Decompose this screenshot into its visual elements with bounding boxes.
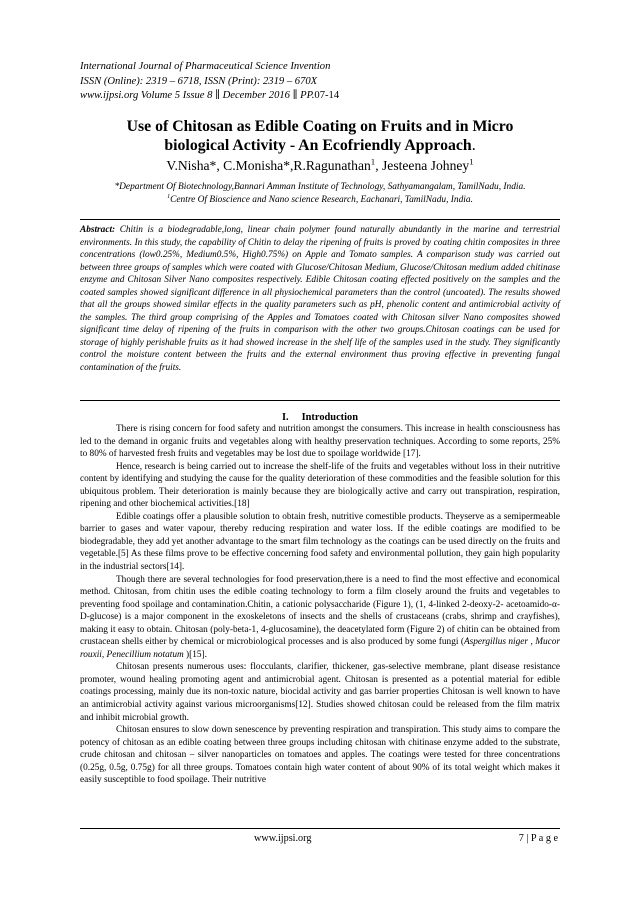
paragraph-6: Chitosan ensures to slow down senescence by preventing respiration and transpiration. This study aims to compare the potency of chitosan as an edible coating between three groups including chitosan with chitinase enzyme added to the substrate, crude chitosan and chitosan – silver nanoparticles on tomatoes and apples. The coatings were tested for three concentrations (0.25g, 0.5g, 0.75g) for all three groups. Tomatoes contain high water content of about 90% of its total weight which makes it easily susceptible to food spoilage. Their nutritive [80, 725, 560, 786]
affiliations [70, 181, 570, 207]
affiliation-1: *Department Of Biotechnology,Bannari Amman Institute of Technology, Sathyamangalam, TamilNadu, India. [114, 182, 526, 192]
journal-name: International Journal of Pharmaceutical Science Invention [80, 61, 331, 72]
section-heading-introduction: I. Introduction [281, 412, 359, 423]
footer-url: www.ijpsi.org [254, 833, 312, 844]
journal-volume: www.ijpsi.org Volume 5 Issue 8 ∥ December 2016 ∥ PP.07-14 [80, 90, 340, 102]
paragraph-4: Though there are several technologies for food preservation,there is a need to find the most effective and economical method. Chitosan, from chitin uses the edible coating technology to form a film closely around the fruits and vegetables to preventing food spoilage and contamination.Chitin, a cationic polysaccharide (Figure 1), (1, 4-linked 2-deoxy-2- acetoamido-α-D-glucose) is a major component in the exoskeletons of insects and the shells of crustaceans (crabs, shrimp and crayfishes), making it easy to obtain. Chitosan (poly-beta-1, 4-glucosamine), the deacetylated form (Figure 2) of chitin can be obtained from crustacean shells either by chemical or microbiological processes and is also produced by some fungi (Aspergillus niger , Mucor rouxii, Penecillium notatum )[15]. [80, 574, 561, 660]
footer-rule [80, 828, 560, 829]
author-list: V.Nisha*, C.Monisha*,R.Ragunathan$^1$, Jesteena Johney$^1$ [166, 156, 474, 173]
footer-page-number: 7 | P a g e [518, 833, 558, 844]
journal-header [80, 60, 560, 104]
paragraph-2: Hence, research is being carried out to increase the shelf-life of the fruits and vegetables without loss in their nutritive content by identifying and studying the cause for the quality deterioration of these commodities and the feasible solution for this ubiquitous problem. Their deterioration is mainly because they are biologically active and carry out transpiration, respiration, ripening and other biochemical activities.[18] [80, 461, 560, 510]
paragraph-5: Chitosan presents numerous uses: flocculants, clarifier, thickener, gas-selective membrane, plant disease resistance promoter, wound healing promoting agent and antimicrobial agent. Chitosan is presented as a potential material for edible coatings processing, mainly due its non-toxic nature, biocidal activity and gas barrier properties Chitosan is well known to have an antimicrobial activity against various microorganisms[12]. Studies showed chitosan could be released from the film matrix and inhibit microbial growth. [80, 662, 560, 723]
species-names: Aspergillus niger , Mucor rouxii, Penecillium notatum [80, 637, 561, 660]
paragraph-1: There is rising concern for food safety and nutrition amongst the consumers. This increase in health consciousness has led to the demand in organic fruits and vegetables along with healthy preservation techniques. According to some reports, 25% to 80% of harvested fresh fruits and vegetables may be lost due to spoilage worldwide [17]. [80, 424, 560, 460]
paragraph-3: Edible coatings offer a plausible solution to obtain fresh, nutritive comestible products. Theyserve as a semipermeable barrier to gases and water vapour, thereby reducing respiration and water loss. If the edible coatings are modified to be biodegradable, they add yet another advantage to the smart film technology as the coatings can be used directly on the fruits and vegetable.[5] As these films prove to be effective concerning food safety and environmental pollution, they gain high popularity in the industrial sectors[14]. [80, 511, 560, 573]
journal-issn: ISSN (Online): 2319 – 6718, ISSN (Print): 2319 – 670X [80, 75, 318, 87]
abstract-text: Chitin is a biodegradable,long, linear chain polymer found naturally abundantly in the marine and terrestrial environments. In this study, the capability of Chitin to delay the ripening of fruits is proved by coating chitin composites in three concentrations (low0.25%, Medium0.5%, High0.75%) on Apple and Tomato samples. A comparison study was carried out between three groups of samples which were coated with Glucose/Chitosan Medium, Glucose/Chitosan medium added chitinase enzyme and Chitosan Silver Nano composites respectively. Edible Chitosan coating effected positively on the samples and the coated samples showed significant difference in all physiochemical parameters than the control (uncoated). The results showed that all the groups showed similar effects in the quality parameters such as pH, phenolic content and antimicrobial activity of the samples. The third group comprising of the Apples and Tomatoes coated with Chitosan silver Nano composites showed significant time delay of ripening of the fruits in comparison with the other two groups.Chitosan coatings can be used for storage of highly perishable fruits as it had showed increase in the shelf life of the samples used in the study. They significantly control the moisture content between the fruits and the external environment thus proving effective in preventing fungal contamination of the fruits. [80, 225, 560, 374]
abstract-label: Abstract: [80, 225, 116, 235]
title-line-1: Use of Chitosan as Edible Coating on Fruits and in Micro [126, 118, 514, 135]
introduction-body [80, 423, 560, 787]
title-line-2: biological Activity - An Ecofriendly Approach. [164, 137, 476, 154]
journal-pages: 07-14 [314, 90, 340, 102]
abstract-top-rule [80, 219, 560, 220]
abstract [80, 224, 560, 375]
abstract-bottom-rule [80, 400, 560, 401]
affiliation-2: $^1$Centre Of Bioscience and Nano science Research, Eachanari, TamilNadu, India. [167, 193, 473, 205]
paper-title [70, 117, 570, 155]
